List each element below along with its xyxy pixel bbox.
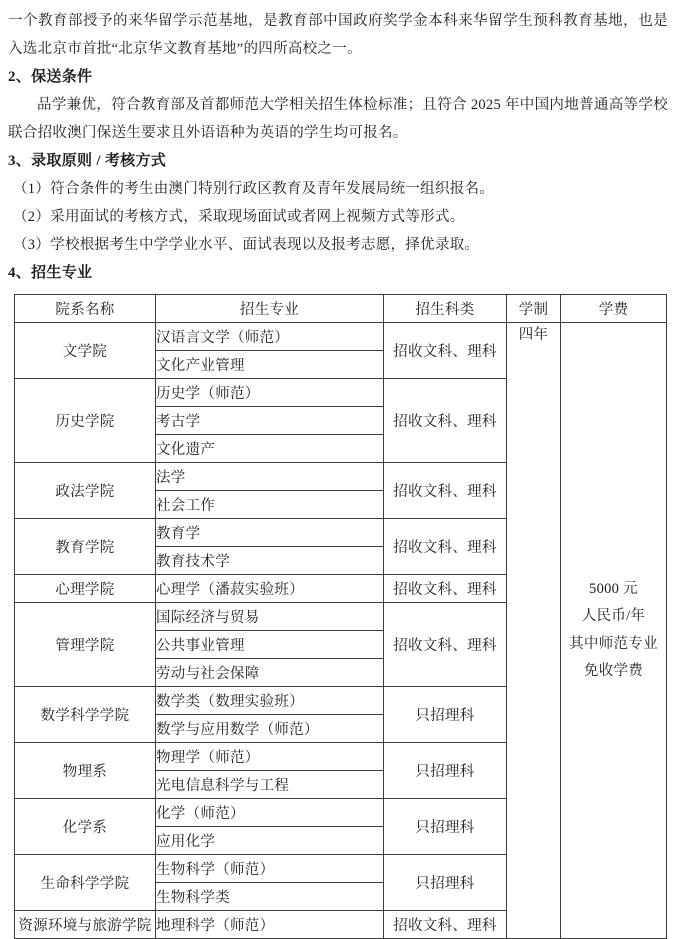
major-cell: 国际经济与贸易 <box>156 603 384 631</box>
table-header-cell: 招生专业 <box>156 295 384 323</box>
major-cell: 光电信息科学与工程 <box>156 771 384 799</box>
major-cell: 社会工作 <box>156 491 384 519</box>
major-cell: 文化产业管理 <box>156 351 384 379</box>
tuition-line: 其中师范专业 <box>569 635 658 652</box>
major-cell: 化学（师范） <box>156 799 384 827</box>
category-cell: 只招理科 <box>384 799 507 855</box>
department-cell: 化学系 <box>15 799 156 855</box>
admission-principle-item-1: （1）符合条件的考生由澳门特别行政区教育及青年发展局统一组织报名。 <box>13 181 495 197</box>
intro-paragraph: 一个教育部授予的来华留学示范基地，是教育部中国政府奖学金本科来华留学生预科教育基地，也是入选北京市首批“北京华文教育基地”的四所高校之一。 <box>8 13 668 57</box>
admission-principle-item-2: （2）采用面试的考核方式，采取现场面试或者网上视频方式等形式。 <box>13 209 465 225</box>
major-cell: 文化遗产 <box>156 435 384 463</box>
department-cell: 数学科学学院 <box>15 687 156 743</box>
major-cell: 数学与应用数学（师范） <box>156 715 384 743</box>
category-cell: 招收文科、理科 <box>384 519 507 575</box>
tuition-line: 免收学费 <box>583 663 644 679</box>
table-header-cell: 院系名称 <box>15 295 156 323</box>
category-cell: 招收文科、理科 <box>384 575 507 603</box>
category-cell: 招收文科、理科 <box>384 603 507 687</box>
major-cell: 心理学（潘菽实验班） <box>156 575 384 603</box>
major-cell: 考古学 <box>156 407 384 435</box>
table-header-row <box>15 295 667 323</box>
table-row <box>15 323 667 351</box>
heading-admission-principles: 3、录取原则 / 考核方式 <box>8 153 167 169</box>
duration-cell: 四年 <box>507 323 561 939</box>
major-cell: 应用化学 <box>156 827 384 855</box>
major-cell: 教育技术学 <box>156 547 384 575</box>
department-cell: 文学院 <box>15 323 156 379</box>
major-cell: 汉语言文学（师范） <box>156 323 384 351</box>
department-cell: 历史学院 <box>15 379 156 463</box>
tuition-line: 5000 元 <box>589 580 638 597</box>
department-cell: 物理系 <box>15 743 156 799</box>
category-cell: 招收文科、理科 <box>384 911 507 939</box>
category-cell: 只招理科 <box>384 743 507 799</box>
major-cell: 数学类（数理实验班） <box>156 687 384 715</box>
department-cell: 管理学院 <box>15 603 156 687</box>
major-cell: 物理学（师范） <box>156 743 384 771</box>
recommendation-conditions-paragraph: 品学兼优，符合教育部及首都师范大学相关招生体检标准；且符合 2025 年中国内地普通高等学校联合招收澳门保送生要求且外语语种为英语的学生均可报名。 <box>8 97 668 141</box>
department-cell: 心理学院 <box>15 575 156 603</box>
department-cell: 政法学院 <box>15 463 156 519</box>
department-cell: 教育学院 <box>15 519 156 575</box>
category-cell: 只招理科 <box>384 855 507 911</box>
major-cell: 劳动与社会保障 <box>156 659 384 687</box>
category-cell: 招收文科、理科 <box>384 463 507 519</box>
admission-principle-item-3: （3）学校根据考生中学学业水平、面试表现以及报考志愿，择优录取。 <box>13 237 480 253</box>
table-header-cell: 招生科类 <box>384 295 507 323</box>
category-cell: 招收文科、理科 <box>384 323 507 379</box>
tuition-cell <box>561 323 667 939</box>
major-cell: 生物科学（师范） <box>156 855 384 883</box>
major-cell: 历史学（师范） <box>156 379 384 407</box>
tuition-line: 人民币/年 <box>581 608 646 624</box>
category-cell: 只招理科 <box>384 687 507 743</box>
major-cell: 法学 <box>156 463 384 491</box>
department-cell: 生命科学学院 <box>15 855 156 911</box>
admissions-table <box>14 294 667 939</box>
category-cell: 招收文科、理科 <box>384 379 507 463</box>
table-header-cell: 学费 <box>561 295 667 323</box>
major-cell: 公共事业管理 <box>156 631 384 659</box>
table-header-cell: 学制 <box>507 295 561 323</box>
heading-recommendation-conditions: 2、保送条件 <box>8 69 93 85</box>
major-cell: 教育学 <box>156 519 384 547</box>
major-cell: 地理科学（师范） <box>156 911 384 939</box>
heading-enrollment-majors: 4、招生专业 <box>8 265 93 281</box>
major-cell: 生物科学类 <box>156 883 384 911</box>
department-cell: 资源环境与旅游学院 <box>15 911 156 939</box>
